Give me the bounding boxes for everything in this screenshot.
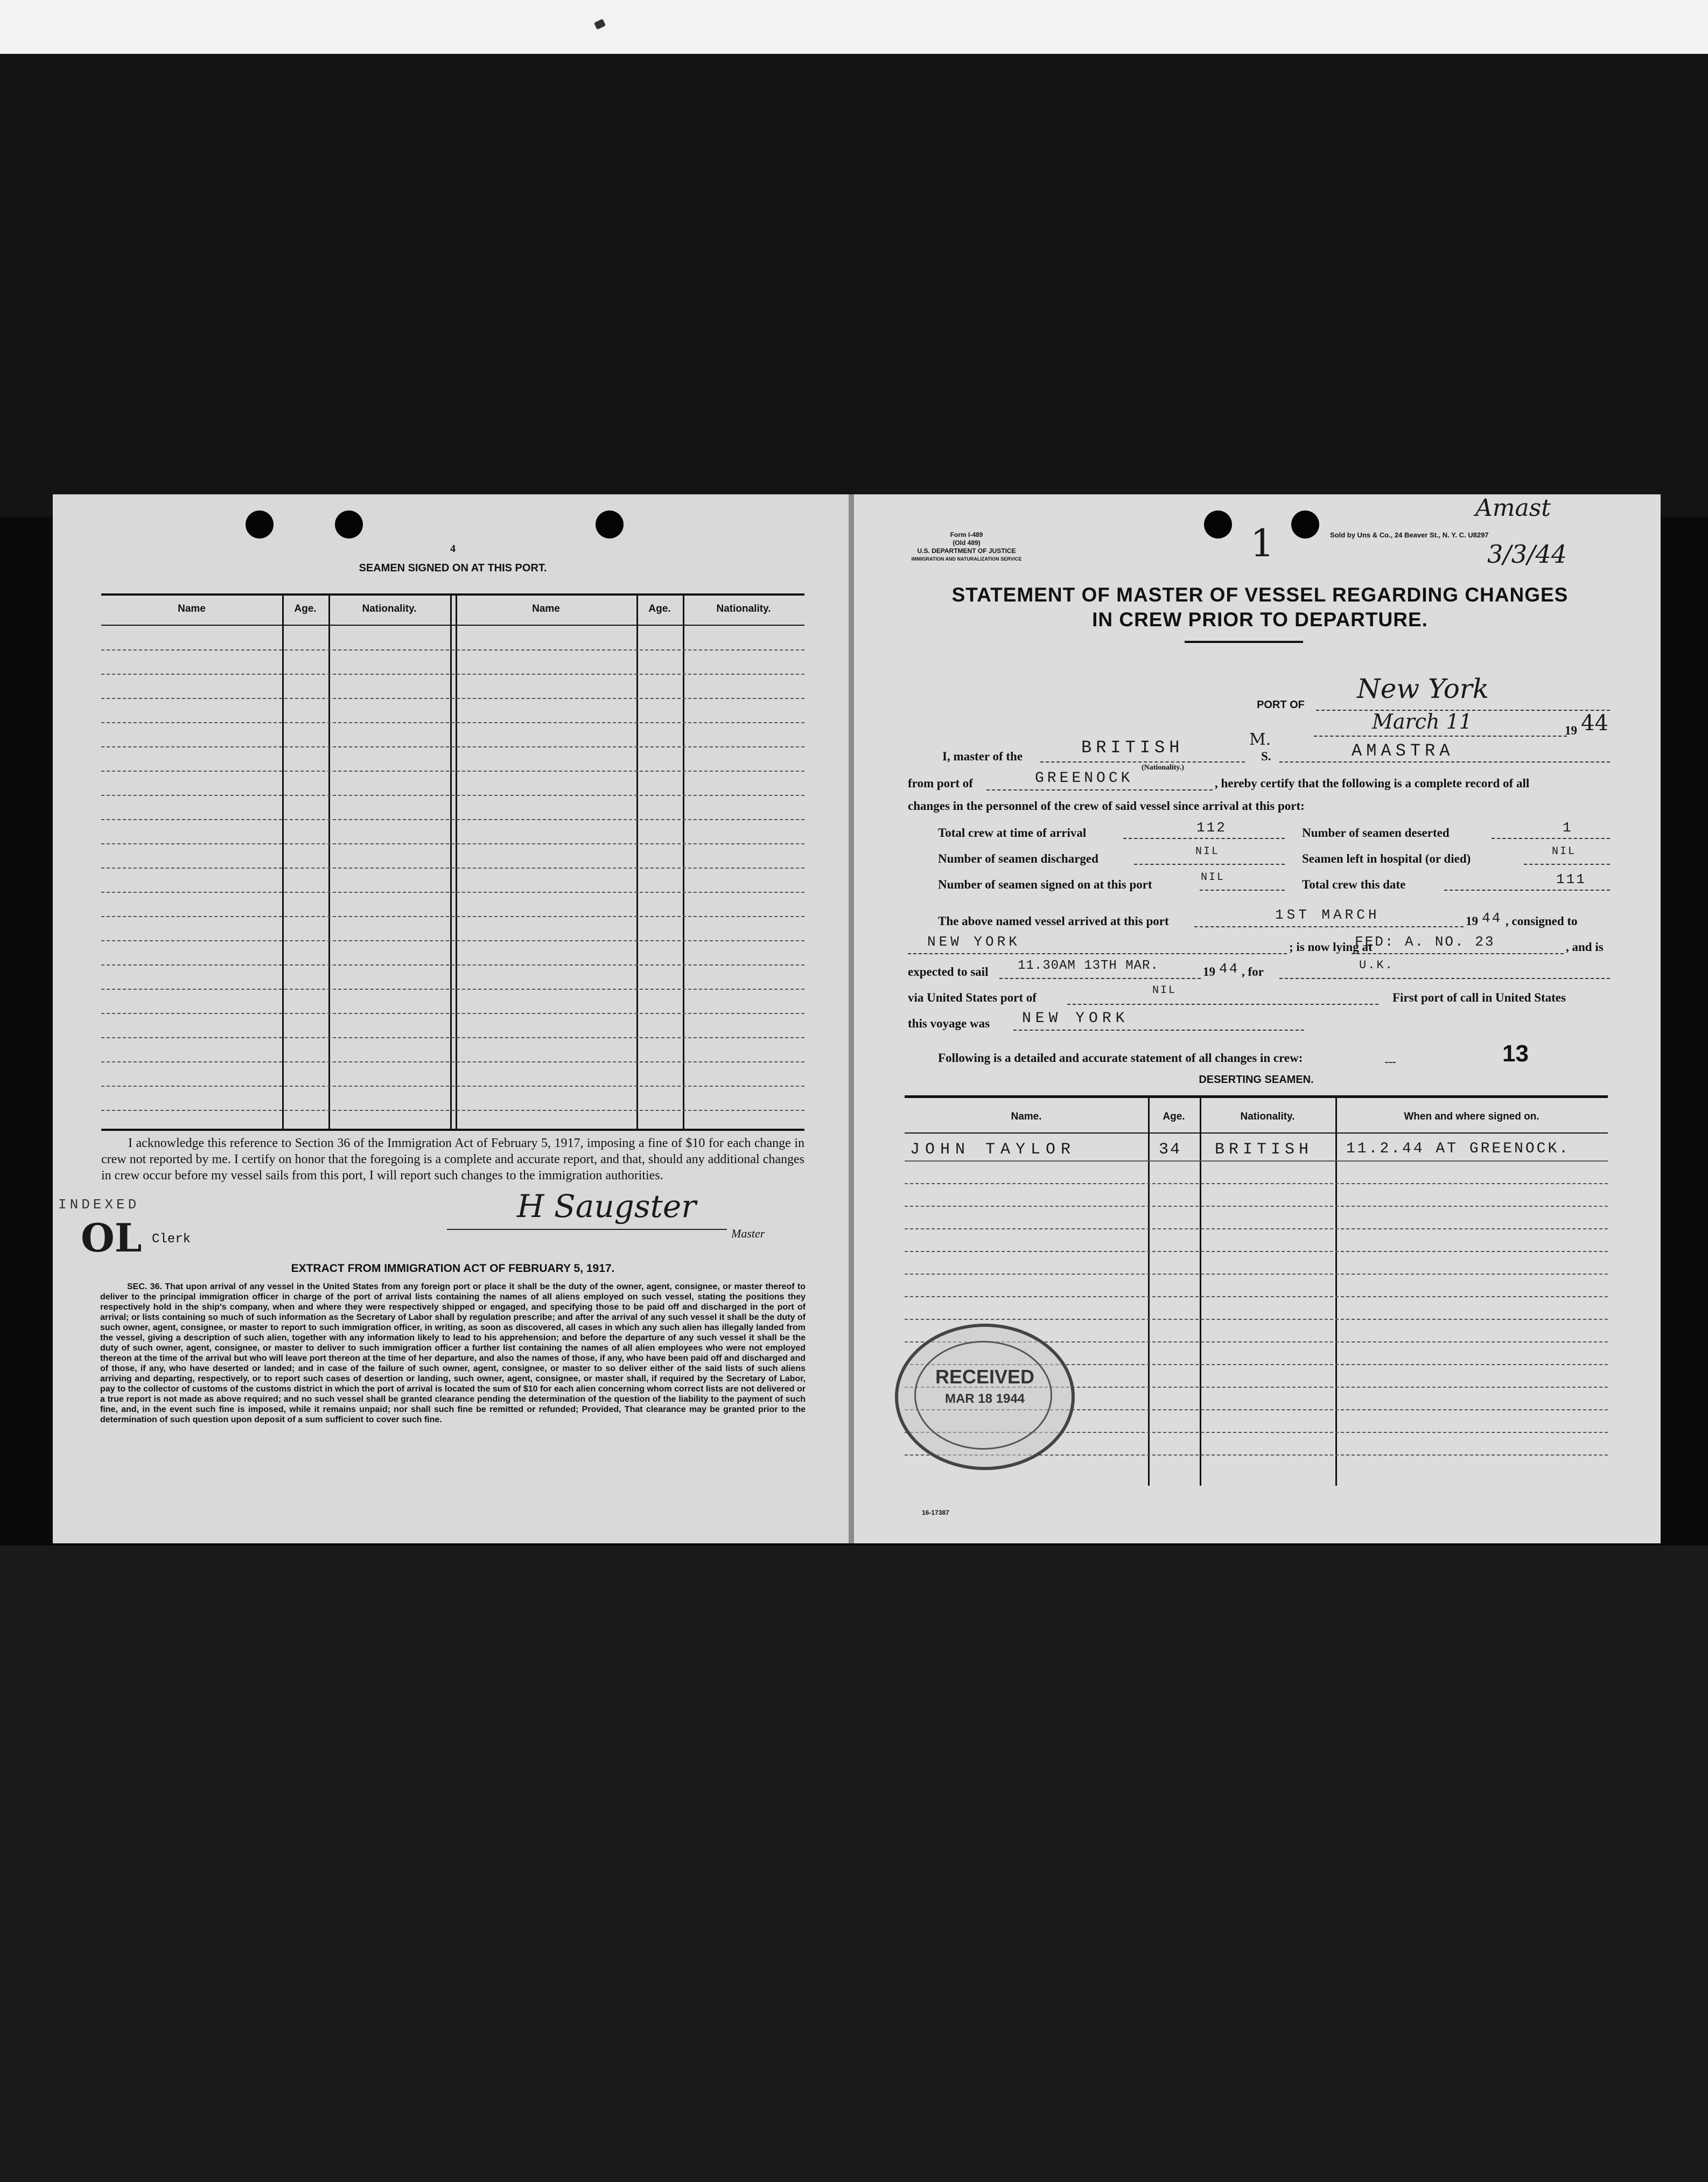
arrived-year-value: 44: [1482, 910, 1502, 926]
lying-label: ; is now lying at: [1289, 940, 1373, 954]
deserted-label: Number of seamen deserted: [1302, 826, 1450, 840]
following-line: [1385, 1062, 1396, 1063]
from-port-value: GREENOCK: [1035, 770, 1133, 787]
discharged-label: Number of seamen discharged: [938, 852, 1098, 865]
col-signed-on: When and where signed on.: [1404, 1111, 1539, 1122]
header-rule: [905, 1132, 1608, 1134]
deserted-value: 1: [1563, 820, 1573, 836]
col-name: Name.: [1011, 1111, 1042, 1122]
signed-on-heading: SEAMEN SIGNED ON AT THIS PORT.: [359, 562, 547, 574]
film-edge-top: [0, 0, 1708, 54]
col-nationality: Nationality.: [362, 603, 417, 614]
row-rule: [905, 1183, 1608, 1184]
deserter-signed-on: 11.2.44 AT GREENOCK.: [1346, 1141, 1571, 1157]
consigned-value: NEW YORK: [927, 934, 1020, 950]
lying-line: [1352, 953, 1564, 954]
stamp-date: MAR 18 1944: [944, 1391, 1025, 1406]
title-line-1: STATEMENT OF MASTER OF VESSEL REGARDING CHANGES: [951, 584, 1569, 606]
total-crew-date-label: Total crew this date: [1302, 878, 1406, 891]
via-label: via United States port of: [908, 991, 1037, 1004]
row-rule: [905, 1228, 1608, 1229]
port-value: New York: [1357, 673, 1489, 704]
nationality-value: BRITISH: [1081, 738, 1184, 758]
filing-mark: 1: [1250, 521, 1275, 565]
indexed-stamp: INDEXED: [58, 1197, 140, 1213]
title-rule: [1185, 641, 1303, 643]
row-rule: [101, 892, 804, 893]
row-rule: [101, 1037, 804, 1038]
handwritten-vessel-note: Amast: [1475, 494, 1551, 522]
voyage-value: NEW YORK: [1022, 1010, 1129, 1027]
hospital-line: [1524, 864, 1610, 865]
col-age-2: Age.: [648, 603, 671, 614]
row-rule: [905, 1251, 1608, 1252]
stamp-text: RECEIVED: [935, 1366, 1035, 1388]
film-band-lower: [0, 1545, 1708, 2182]
hospital-value: NIL: [1552, 845, 1577, 858]
col-nationality-2: Nationality.: [716, 603, 771, 614]
total-crew-arrival-value: 112: [1196, 820, 1227, 836]
signed-on-value: NIL: [1201, 871, 1226, 884]
row-rule: [905, 1296, 1608, 1297]
punch-hole: [596, 510, 624, 538]
first-port-label: First port of call in United States: [1392, 991, 1566, 1004]
deserter-nationality: BRITISH: [1215, 1141, 1313, 1159]
via-value: NIL: [1152, 984, 1177, 997]
for-label: , for: [1242, 965, 1264, 978]
sail-year-prefix: 19: [1203, 965, 1215, 978]
row-rule: [905, 1160, 1608, 1162]
col-age: Age.: [294, 603, 317, 614]
and-is-text: , and is: [1566, 940, 1604, 954]
film-band: [0, 54, 1708, 517]
row-rule: [101, 722, 804, 723]
from-port-label: from port of: [908, 777, 973, 790]
row-rule: [101, 916, 804, 917]
consigned-line: [908, 953, 1287, 954]
from-port-line: [986, 789, 1213, 791]
date-value: March 11: [1372, 710, 1472, 733]
header-rule: [101, 625, 804, 626]
sail-line: [999, 978, 1201, 979]
nationality-caption: (Nationality.): [1142, 764, 1184, 772]
deserted-line: [1492, 838, 1610, 839]
voyage-line: [1013, 1030, 1304, 1031]
signed-on-label: Number of seamen signed on at this port: [938, 878, 1152, 891]
consigned-label: , consigned to: [1506, 914, 1578, 928]
page-count: 13: [1502, 1040, 1529, 1067]
hospital-label: Seamen left in hospital (or died): [1302, 852, 1471, 865]
footer-code: 16-17387: [922, 1509, 949, 1516]
vessel-name-line: [1279, 761, 1610, 763]
voyage-label: this voyage was: [908, 1017, 990, 1030]
form-id-block: [894, 531, 1039, 563]
signed-on-table: [101, 593, 804, 1131]
row-rule: [101, 1061, 804, 1062]
discharged-value: NIL: [1195, 845, 1220, 858]
col-divider: [1200, 1098, 1201, 1486]
col-divider: [456, 596, 457, 1129]
date-line: [1314, 736, 1567, 737]
signature-line: [447, 1229, 727, 1230]
punch-hole: [246, 510, 274, 538]
film-speck: [594, 19, 606, 30]
row-rule: [101, 989, 804, 990]
handwritten-date: 3/3/44: [1487, 540, 1567, 569]
col-divider: [683, 596, 684, 1129]
arrived-value: 1ST MARCH: [1275, 907, 1380, 923]
row-rule: [101, 1110, 804, 1111]
row-rule: [101, 843, 804, 844]
row-rule: [101, 819, 804, 820]
row-rule: [905, 1274, 1608, 1275]
punch-hole: [1204, 510, 1232, 538]
nationality-line: [1040, 761, 1245, 763]
row-rule: [905, 1206, 1608, 1207]
received-stamp: [895, 1324, 1075, 1470]
following-label: Following is a detailed and accurate statement of all changes in crew:: [938, 1051, 1303, 1065]
row-rule: [101, 1013, 804, 1014]
col-divider: [328, 596, 330, 1129]
service: IMMIGRATION AND NATURALIZATION SERVICE: [911, 556, 1022, 562]
row-rule: [101, 746, 804, 747]
col-divider: [282, 596, 284, 1129]
vessel-type-m: M.: [1249, 730, 1271, 749]
form-number: Form I-489: [950, 531, 983, 538]
master-signature: H Saugster: [517, 1188, 696, 1225]
vessel-type-s: S.: [1261, 750, 1271, 763]
row-rule: [101, 940, 804, 941]
vessel-name: AMASTRA: [1352, 741, 1454, 761]
total-crew-arrival-label: Total crew at time of arrival: [938, 826, 1087, 840]
row-rule: [101, 868, 804, 869]
title-line-2: IN CREW PRIOR TO DEPARTURE.: [1092, 609, 1428, 631]
total-crew-date-line: [1444, 890, 1610, 891]
row-rule: [101, 698, 804, 699]
via-line: [1067, 1004, 1378, 1005]
page-fold: [849, 494, 854, 1543]
for-line: [1279, 978, 1610, 979]
printer-line: Sold by Uns & Co., 24 Beaver St., N. Y. C. U8297: [1330, 531, 1489, 539]
extract-heading: EXTRACT FROM IMMIGRATION ACT OF FEBRUARY 5, 1917.: [291, 1262, 615, 1275]
row-rule: [101, 1086, 804, 1087]
col-divider: [450, 596, 452, 1129]
for-value: U.K.: [1359, 959, 1394, 972]
deserter-age: 34: [1159, 1141, 1182, 1159]
arrived-line: [1194, 926, 1464, 927]
row-rule: [905, 1319, 1608, 1320]
lying-value: FED: A. NO. 23: [1355, 934, 1495, 950]
certify-text: , hereby certify that the following is a complete record of all: [1215, 777, 1530, 790]
col-age: Age.: [1163, 1111, 1185, 1122]
total-crew-date-value: 111: [1556, 871, 1586, 887]
discharged-line: [1134, 864, 1285, 865]
col-divider: [636, 596, 638, 1129]
old-form-number: (Old 489): [953, 539, 981, 547]
year-value: 44: [1581, 711, 1608, 736]
department: U.S. DEPARTMENT OF JUSTICE: [917, 547, 1016, 555]
row-rule: [101, 964, 804, 966]
row-rule: [101, 674, 804, 675]
indexed-initials: OL: [81, 1215, 142, 1261]
punch-hole: [335, 510, 363, 538]
acknowledgment-text: I acknowledge this reference to Section 36 of the Immigration Act of February 5, 1917, imposing a fine of $10 for each change in crew not reported by me. I certify on honor that the foregoing is a complete and accurate report, and that, should any additional changes in crew occur before my vessel sails from this port, I will report such changes to the immigration authorities.: [101, 1136, 804, 1183]
page-number: 4: [450, 543, 456, 555]
sail-value: 11.30AM 13TH MAR.: [1018, 959, 1159, 973]
row-rule: [101, 795, 804, 796]
punch-hole: [1291, 510, 1319, 538]
arrived-year-prefix: 19: [1466, 914, 1478, 928]
row-rule: [101, 649, 804, 651]
sail-label: expected to sail: [908, 965, 989, 978]
col-name-2: Name: [532, 603, 560, 614]
form-title: [894, 583, 1626, 632]
master-of-label: I, master of the: [942, 750, 1023, 763]
changes-text: changes in the personnel of the crew of said vessel since arrival at this port:: [908, 799, 1305, 813]
col-name: Name: [178, 603, 206, 614]
year-prefix: 19: [1565, 724, 1577, 737]
col-divider: [1148, 1098, 1150, 1486]
signed-on-line: [1200, 890, 1285, 891]
total-crew-arrival-line: [1123, 838, 1285, 839]
clerk-label: Clerk: [152, 1232, 191, 1247]
port-label: PORT OF: [1257, 699, 1305, 711]
master-label: Master: [731, 1227, 765, 1240]
sail-year-value: 44: [1219, 961, 1240, 977]
deserter-name: JOHN TAYLOR: [910, 1141, 1076, 1159]
deserting-heading: DESERTING SEAMEN.: [1199, 1074, 1314, 1086]
col-divider: [1335, 1098, 1337, 1486]
row-rule: [101, 771, 804, 772]
col-nationality: Nationality.: [1240, 1111, 1295, 1122]
section-36-text: SEC. 36. That upon arrival of any vessel in the United States from any foreign port or place it shall be the duty of the owner, agent, consignee, or master thereof to deliver to the principal immigration officer in charge of the port of arrival lists containing the names of all aliens employed on such vessel, stating the positions they respectively hold in the ship's company, when and where they were respectively shipped or engaged, and specifying those to be paid off and discharged in the port of arrival; or lists containing so much of such information as the Secretary of Labor shall by regulation prescribe; and after the arrival of any such vessel it shall be the duty of such owner, agent, consignee, or master to report to such immigration officer, in writing, as soon as discovered, all cases in which any such alien has illegally landed from the vessel, giving a description of such alien, together with any information likely to lead to his apprehension; and before the departure of any such vessel it shall be the duty of such owner, agent, consignee, or master to deliver to such immigration officer a further list containing the names of all alien employees who were not employed thereon at the time of the arrival but who will leave port thereon at the time of her departure, and also the names of those, if any, who have been paid off and discharged and of those, if any, who have deserted or landed; and in case of the failure of such owner, agent, consignee, or master to so deliver either of the said lists of such aliens arriving and departing, respectively, or to report such cases of desertion or landing, such owner, agent, consignee, or master shall, if required by the Secretary of Labor, pay to the collector of customs of the customs district in which the port of arrival is located the sum of $10 for each alien concerning whom correct lists are not delivered or a true report is not made as above required; and no such vessel shall be granted clearance pending the determination of the question of the liability to the payment of such fine, and, in the event such fine is imposed, while it remains unpaid; nor shall such fine be remitted or refunded; Provided, That clearance may be granted prior to the determination of such question upon deposit of a sum sufficient to cover such fine.: [100, 1282, 806, 1424]
arrived-label: The above named vessel arrived at this port: [938, 914, 1169, 928]
